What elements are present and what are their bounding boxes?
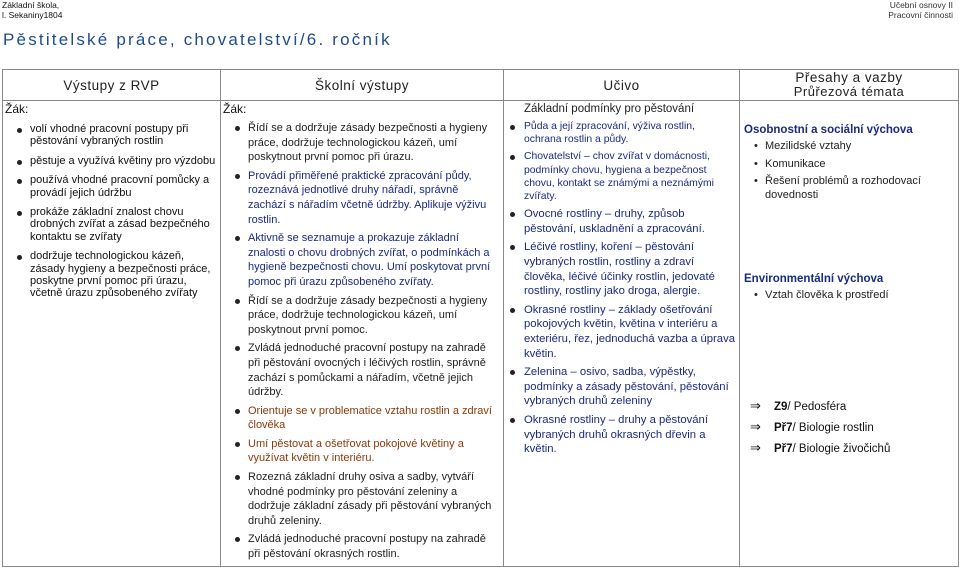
- school-header: [2, 0, 63, 20]
- section-title-personal-social: Osobnostní a sociální výchova: [744, 124, 913, 136]
- list-item: Okrasné rostliny – druhy a pěstování vybraných druhů okrasných dřevin a květin.: [524, 413, 735, 457]
- section-title-environmental: Environmentální výchova: [744, 273, 884, 285]
- list-item: prokáže základní znalost chovu drobných zvířat a zásad bezpečného kontaktu se zvířaty: [30, 206, 218, 243]
- subject-name: Pracovní činnosti: [888, 10, 953, 20]
- outcomes-cell: [3, 101, 221, 567]
- pupil-label: Žák:: [223, 102, 247, 116]
- school-address: l. Sekaniny1804: [2, 10, 63, 20]
- list-item: Orientuje se v problematice vztahu rostlin a zdraví člověka: [248, 404, 499, 433]
- environmental-list: [740, 286, 958, 303]
- list-item: Řídí se a dodržuje zásady bezpečnosti a hygieny práce, dodržuje technologickou kázeň, umí poskytnout první pomoc při úrazu.: [248, 121, 499, 165]
- list-item: Aktivně se seznamuje a prokazuje základní znalosti o chovu drobných zvířat, o podmínkách a hygieně bezpečnosti chovu. Umí poskytovat první pomoc při úrazu způsobeného zvířaty.: [248, 231, 499, 289]
- list-item: Zvládá jednoduché pracovní postupy na zahradě při pěstování ovocných i léčivých rostlin, správně zachází s pomůckami a nářadím, včetně jejich údržby.: [248, 341, 499, 399]
- list-item: Řídí se a dodržuje zásady bezpečnosti a hygieny práce, dodržuje technologickou kázeň, umí poskytnout první pomoc.: [248, 294, 499, 338]
- subject-link: ⇒ Př7/ Biologie rostlin: [750, 418, 874, 434]
- list-item: volí vhodné pracovní postupy při pěstování vybraných rostlin: [30, 123, 218, 148]
- list-item: používá vhodné pracovní pomůcky a provádí jejich údržbu: [30, 174, 218, 199]
- list-item: • Vztah člověka k prostředí: [762, 289, 954, 303]
- curriculum-header: [888, 0, 953, 20]
- curriculum-name: Učební osnovy II: [889, 0, 953, 10]
- subject-link: ⇒ Př7/ Biologie živočichů: [750, 439, 891, 455]
- list-item: Zelenina – osivo, sadba, výpěstky, podmínky a zásady pěstování, pěstování vybraných druhů zeleniny: [524, 365, 735, 409]
- column-header-crosscurricular: Přesahy a vazby Průřezová témata: [740, 70, 959, 101]
- list-item: Ovocné rostliny – druhy, způsob pěstování, uskladnění a zpracování.: [524, 207, 735, 236]
- school-outcomes-cell: [221, 101, 504, 567]
- pupil-label: Žák:: [5, 102, 29, 116]
- list-item: Chovatelství – chov zvířat v domácnosti, podmínky chovu, hygiena a bezpečnost chovu, kontakt se známými a neznámými zvířaty.: [524, 150, 735, 203]
- school-outcomes-list: [221, 116, 503, 562]
- list-item: Půda a její zpracování, výživa rostlin, ochrana rostlin a půdy.: [524, 120, 735, 146]
- page-title: Pěstitelské práce, chovatelství/6. ročník: [3, 30, 392, 49]
- subject-link: ⇒ Z9/ Pedosféra: [750, 397, 847, 413]
- column-header-school-outcomes: Školní výstupy: [221, 70, 504, 101]
- list-item: pěstuje a využívá květiny pro výzdobu: [30, 155, 218, 167]
- list-item: Rozezná základní druhy osiva a sadby, vytváří vhodné podmínky pro pěstování zeleniny a dodržuje základní zásady při pěstování vybraných druhů zeleniny.: [248, 470, 499, 528]
- curriculum-table: [2, 69, 959, 567]
- personal-social-list: [740, 137, 958, 202]
- list-item: • Komunikace: [762, 158, 954, 172]
- right-arrow-icon: ⇒: [750, 397, 761, 413]
- list-item: dodržuje technologickou kázeň, zásady hygieny a bezpečnosti práce, poskytne první pomoc při úrazu, včetně úrazu způsobeného zvířaty: [30, 250, 218, 300]
- list-item: Umí pěstovat a ošetřovat pokojové květiny a využívat květin v interiéru.: [248, 437, 499, 466]
- school-name: Základní škola,: [2, 0, 60, 10]
- column-header-outcomes: Výstupy z RVP: [3, 70, 221, 101]
- list-item: Provádí přiměřené praktické zpracování půdy, rozeznává jednotlivé druhy nářadí, správně zachází s nářadím včetně údržby. Aplikuje výživu rostlin.: [248, 169, 499, 227]
- list-item: Zvládá jednoduché pracovní postupy na zahradě při pěstování okrasných rostlin.: [248, 532, 499, 561]
- content-list: [504, 116, 739, 457]
- right-arrow-icon: ⇒: [750, 439, 761, 455]
- content-cell: [504, 101, 740, 567]
- list-item: Léčivé rostliny, koření – pěstování vybraných rostlin, rostliny a zdraví člověka, léčivé účinky rostlin, jedovaté rostliny, rostliny jako droga, alergie.: [524, 240, 735, 298]
- subject-links: [740, 307, 958, 459]
- outcomes-list: [3, 116, 220, 300]
- list-item: • Řešení problémů a rozhodovací dovednosti: [762, 175, 954, 202]
- list-item: • Mezilidské vztahy: [762, 140, 954, 154]
- content-subtitle: Základní podmínky pro pěstování: [524, 103, 695, 115]
- list-item: Okrasné rostliny – základy ošetřování pokojových květin, květina v interiéru a exteriéru, řez, jednoduchá vazba a úprava květin.: [524, 303, 736, 360]
- column-header-content: Učivo: [504, 70, 740, 101]
- right-arrow-icon: ⇒: [750, 418, 761, 434]
- crosscurricular-cell: [740, 101, 959, 567]
